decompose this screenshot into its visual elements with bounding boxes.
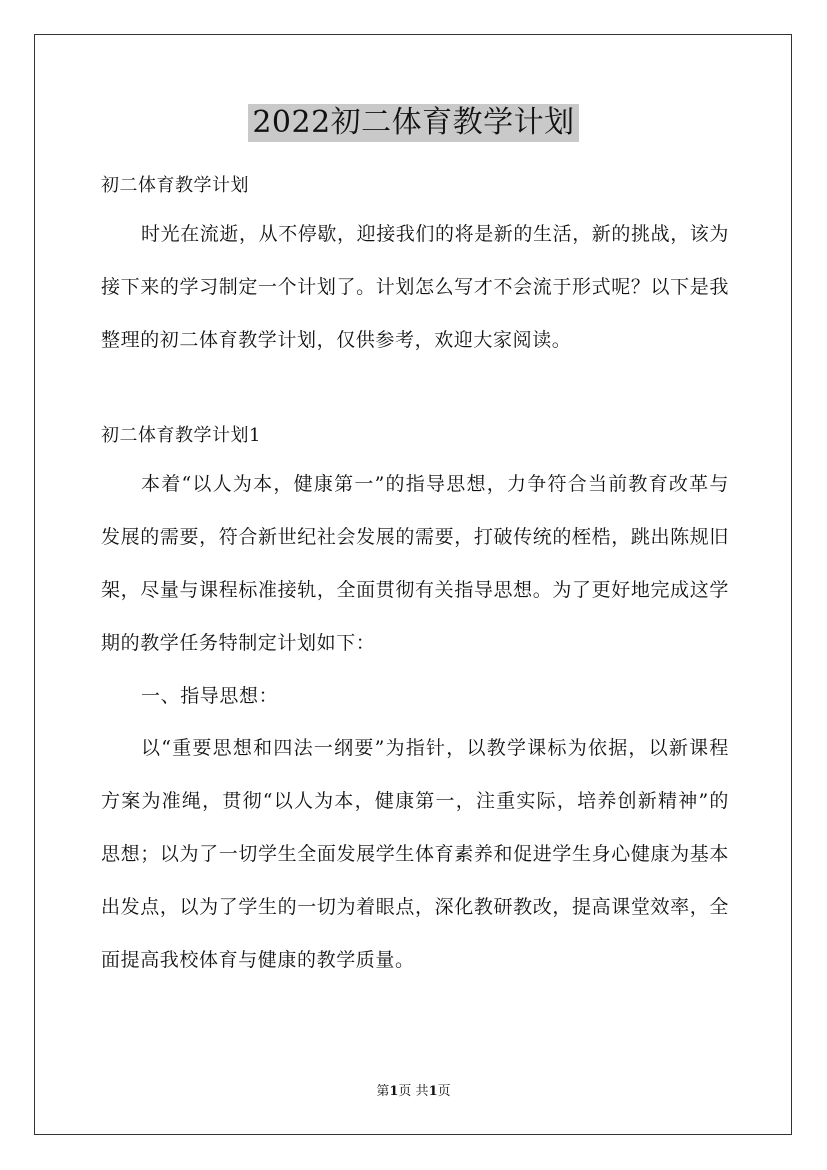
section-heading-plan-1: 初二体育教学计划1 xyxy=(101,425,261,447)
page-footer xyxy=(0,1084,827,1100)
footer-page-total: 1 xyxy=(428,1084,438,1099)
footer-suffix: 页 xyxy=(437,1084,451,1099)
intro-paragraph: 时光在流逝，从不停歇，迎接我们的将是新的生活，新的挑战，该为接下来的学习制定一个计划了。计划怎么写才不会流于形式呢？以下是我整理的初二体育教学计划，仅供参考，欢迎大家阅读。 xyxy=(101,223,730,351)
plan-paragraph-1: 本着“以人为本，健康第一”的指导思想，力争符合当前教育改革与发展的需要，符合新世纪社会发展的需要，打破传统的桎梏，跳出陈规旧架，尽量与课程标准接轨，全面贯彻有关指导思想。为了更好地完成这学期的教学任务特制定计划如下： xyxy=(101,473,729,654)
document-title: 2022初二体育教学计划 xyxy=(248,104,578,142)
section-heading-guiding-idea: 一、指导思想： xyxy=(141,684,279,707)
footer-prefix: 第 xyxy=(376,1084,390,1099)
plan-paragraph-2: 以“重要思想和四法一纲要”为指针，以教学课标为依据，以新课程方案为准绳，贯彻“以人为本，健康第一，注重实际，培养创新精神”的思想；以为了一切学生全面发展学生体育素养和促进学生身心健康为基本出发点，以为了学生的一切为着眼点，深化教研教改，提高课堂效率，全面提高我校体育与健康的教学质量。 xyxy=(101,737,729,971)
footer-page-current: 1 xyxy=(389,1084,399,1099)
section-heading-main: 初二体育教学计划 xyxy=(101,175,249,196)
footer-mid: 页 共 xyxy=(398,1084,429,1099)
document-body xyxy=(101,172,729,986)
title-container xyxy=(0,104,827,142)
